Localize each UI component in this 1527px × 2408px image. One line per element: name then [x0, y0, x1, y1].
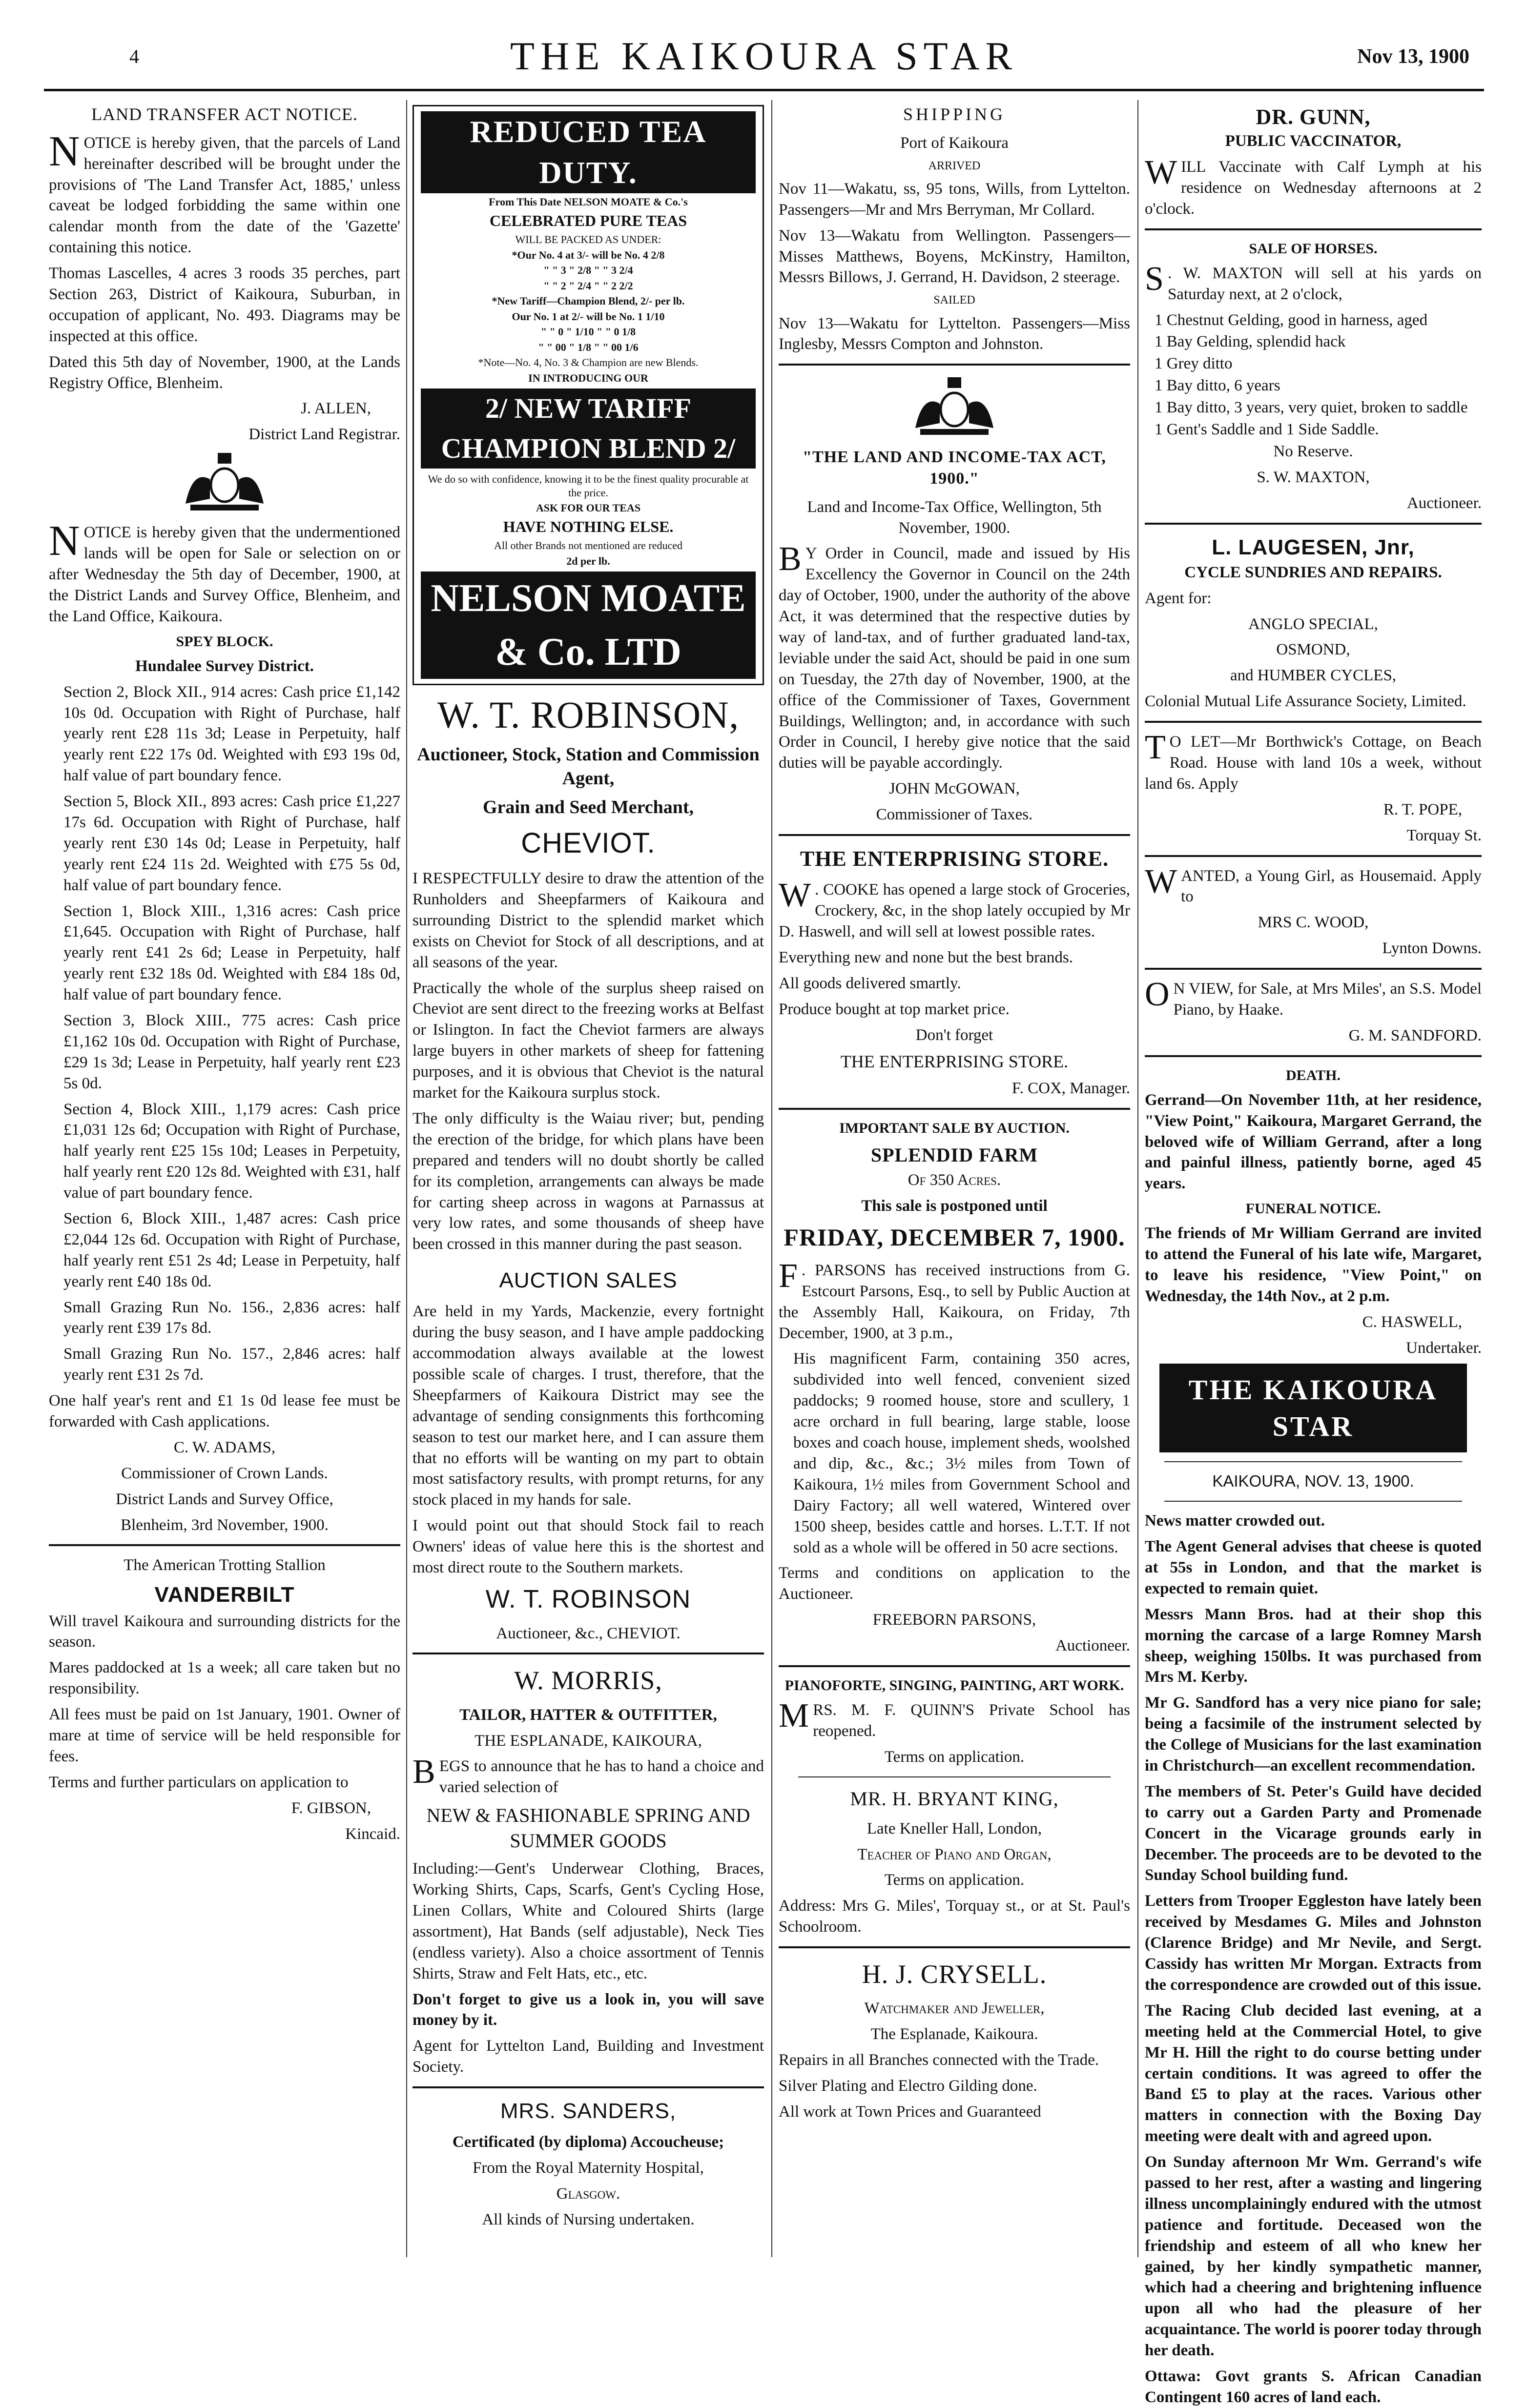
tea-price-line: *New Tariff—Champion Blend, 2/- per lb. — [492, 295, 685, 307]
star-banner: THE KAIKOURA STAR — [1159, 1364, 1467, 1453]
horses-heading: SALE OF HORSES. — [1249, 240, 1378, 257]
gunn-name: DR. GUNN, — [1256, 105, 1371, 129]
enterprising-p5: Don't forget — [915, 1026, 993, 1044]
view-sign: G. M. SANDFORD. — [1348, 1026, 1482, 1044]
divider — [779, 1108, 1130, 1110]
news-item: Mr G. Sandford has a very nice piano for sale; being a facsimile of the instrument selected by the College of Musicians for the last examination in Christchurch—an excellent recommendation. — [1145, 1694, 1482, 1775]
column-2 — [413, 100, 764, 2257]
enterprising-name: THE ENTERPRISING STORE. — [840, 1052, 1069, 1072]
sale-postponed: This sale is postponed until — [861, 1197, 1048, 1215]
sanders-line2: From the Royal Maternity Hospital, — [473, 2159, 704, 2177]
tolet-sign: R. T. POPE, — [1383, 800, 1462, 818]
auction-p2: I would point out that should Stock fail to reach Owners' ideas of value here this is the shortest and most direct route to the Southern markets. — [413, 1517, 764, 1577]
tea-perlb: 2d per lb. — [566, 554, 610, 567]
tea-price-line: *Our No. 4 at 3/- will be No. 4 2/8 — [512, 248, 665, 261]
stallion-p3: All fees must be paid on 1st January, 1901. Owner of mare at time of service will be held responsible for fees. — [49, 1706, 400, 1765]
auction-sign2: Auctioneer, &c., CHEVIOT. — [496, 1624, 681, 1642]
robinson-name: W. T. ROBINSON, — [437, 694, 740, 736]
morris-name: W. MORRIS, — [514, 1666, 662, 1695]
shipping-sailed: SAILED — [933, 294, 975, 307]
divider — [413, 1653, 764, 1654]
enterprising-p2: Everything new and none but the best brands. — [779, 948, 1073, 966]
royal-coat-of-arms-icon — [176, 450, 273, 518]
tolet-body: T O LET—Mr Borthwick's Cottage, on Beach Road. House with land 10s a week, without land 6s. Apply — [1145, 729, 1482, 793]
king-line1: Late Kneller Hall, London, — [867, 1819, 1042, 1837]
list-item: 1 Gent's Saddle and 1 Side Saddle. — [1155, 420, 1379, 438]
tea-will: WILL BE PACKED AS UNDER: — [515, 233, 661, 246]
robinson-line1: Auctioneer, Stock, Station and Commission Agent, — [417, 744, 760, 789]
star-dateline: KAIKOURA, NOV. 13, 1900. — [1212, 1472, 1414, 1490]
list-item: 1 Bay ditto, 6 years — [1155, 377, 1280, 395]
news-item: Letters from Trooper Eggleston have lately been received by Mesdames G. Miles and Johnston (Clarence Bridge) and Mr Nevile, and Sergt. Cassidy has written Mr Morgan. Extracts from the correspondence are crowded out of this issue. — [1145, 1892, 1482, 1994]
news-item: The members of St. Peter's Guild have decided to carry out a Garden Party and Promenade Concert in the Vicarage grounds early in December. The proceeds are to be devoted to the Sunday School building fund. — [1145, 1782, 1482, 1884]
spey-section: Section 5, Block XII., 893 acres: Cash price £1,227 17s 6d. Occupation with Right of Purchase, half yearly rent £30 14s 0d; Lease in Perpetuity, half yearly rent £24 11s 2d. Weighted with £75 5s 0d, half value of part boundary fence. — [63, 793, 400, 894]
spey-subheading: Hundalee Survey District. — [135, 657, 314, 675]
sanders-line1: Certificated (by diploma) Accoucheuse; — [452, 2133, 724, 2151]
sale-p3: Terms and conditions on application to the Auctioneer. — [779, 1564, 1130, 1603]
laugesen-brand: ANGLO SPECIAL, — [1248, 615, 1378, 633]
news-item: Messrs Mann Bros. had at their shop this morning the carcase of a large Romney Marsh sheep, weighing 150lbs. It was purchased from Mrs M. Kerby. — [1145, 1605, 1482, 1686]
spey-section: Small Grazing Run No. 156., 2,836 acres: half yearly rent £39 17s 8d. — [63, 1298, 400, 1337]
shipping-arrived: ARRIVED — [928, 159, 981, 172]
list-item: 1 Bay Gelding, splendid hack — [1155, 333, 1346, 351]
divider — [49, 1544, 400, 1546]
wanted-sign: MRS C. WOOD, — [1258, 914, 1369, 932]
view-body: O N VIEW, for Sale, at Mrs Miles', an S.S. Model Piano, by Haake. — [1145, 976, 1482, 1019]
spey-heading: SPEY BLOCK. — [176, 633, 273, 650]
shipping-arrival: Nov 11—Wakatu, ss, 95 tons, Wills, from Lyttelton. Passengers—Mr and Mrs Berryman, Mr Collard. — [779, 180, 1130, 219]
divider — [1145, 968, 1482, 970]
spey-sign4: Blenheim, 3rd November, 1900. — [121, 1516, 329, 1534]
stallion-sign2: Kincaid. — [345, 1825, 400, 1843]
funeral-heading: FUNERAL NOTICE. — [1245, 1201, 1381, 1217]
morris-goods: NEW & FASHIONABLE SPRING AND SUMMER GOODS — [426, 1804, 750, 1852]
land-notice-sign2: District Land Registrar. — [248, 426, 400, 444]
sanders-line4: All kinds of Nursing undertaken. — [482, 2210, 695, 2228]
land-notice-body: NOTICE is hereby given, that the parcels of Land hereinafter described will be brought under the provisions of 'The Land Transfer Act, 1885,' unless caveat be lodged forbidding the same within one calendar month from the date of the 'Gazette' containing this notice. — [49, 127, 400, 257]
tax-office: Land and Income-Tax Office, Wellington, 5th November, 1900. — [807, 498, 1102, 537]
piano-p1: MRS. M. F. QUINN'S Private School has reopened. — [779, 1696, 1130, 1740]
robinson-p3: The only difficulty is the Waiau river; but, pending the erection of the bridge, for which plans have been prepared and tenders will no doubt shortly be called for its completion, arrangements can always be made for carting sheep across in wagons at Parnassus at very low rates, and some thousands of sheep have been crossed in this manner during the past season. — [413, 1109, 764, 1253]
column-1 — [49, 100, 400, 2257]
sale-sign: FREEBORN PARSONS, — [872, 1611, 1036, 1629]
masthead — [44, 29, 1484, 88]
morris-address: THE ESPLANADE, KAIKOURA, — [475, 1732, 702, 1750]
stallion-intro: The American Trotting Stallion — [124, 1556, 326, 1574]
spey-sign: C. W. ADAMS, — [173, 1438, 276, 1456]
shipping-arrival: Nov 13—Wakatu from Wellington. Passengers—Misses Matthews, Boyens, McKinstry, Hamilton, Messrs Billows, J. Gerrand, H. Davidson, 2 steerage. — [779, 226, 1130, 286]
tax-sign: JOHN McGOWAN, — [889, 780, 1020, 798]
tea-note: *Note—No. 4, No. 3 & Champion are new Blends. — [478, 356, 699, 369]
divider — [1164, 1501, 1462, 1502]
divider — [1145, 1055, 1482, 1057]
horses-sign2: Auctioneer. — [1406, 494, 1482, 512]
divider — [779, 1946, 1130, 1948]
laugesen-agent: Agent for: — [1145, 589, 1212, 607]
newspaper-title: THE KAIKOURA STAR — [510, 34, 1018, 78]
sanders-name: MRS. SANDERS, — [500, 2099, 677, 2123]
tea-price-line: " " 3 " 2/8 " " 3 2/4 — [543, 264, 633, 277]
tolet-sign2: Torquay St. — [1406, 826, 1482, 844]
spey-intro: NOTICE is hereby given that the undermentioned lands will be open for Sale or selection on or after Wednesday the 5th day of December, 1900, at the District Lands and Survey Office, Blenheim, and the Land Office, Kaikoura. — [49, 517, 400, 625]
divider — [1145, 523, 1482, 525]
tea-subtitle: CELEBRATED PURE TEAS — [489, 211, 687, 229]
wanted-body: WANTED, a Young Girl, as Housemaid. Apply to — [1145, 862, 1482, 906]
shipping-sailing: Nov 13—Wakatu for Lyttelton. Passengers—Miss Inglesby, Messrs Compton and Johnston. — [779, 314, 1130, 353]
list-item: 1 Grey ditto — [1155, 355, 1233, 373]
stallion-body: Will travel Kaikoura and surrounding districts for the season. — [49, 1612, 400, 1651]
divider — [779, 364, 1130, 366]
gunn-body: WILL Vaccinate with Calf Lymph at his residence on Wednesday afternoons at 2 o'clock. — [1145, 154, 1482, 218]
news-item: Ottawa: Govt grants S. African Canadian Contingent 160 acres of land each. — [1145, 2367, 1482, 2406]
divider — [779, 1665, 1130, 1667]
morris-trade: TAILOR, HATTER & OUTFITTER, — [459, 1706, 717, 1724]
king-line2: Teacher of Piano and Organ, — [857, 1845, 1052, 1863]
tea-headline: REDUCED TEA DUTY. — [421, 111, 756, 193]
spey-section: Section 4, Block XIII., 1,179 acres: Cash price £1,031 12s 6d; Occupation with Right of Purchase, half yearly rent £25 15s 10d; Leases in Perpetuity, half yearly rent £20 12s 8d. Weighted with £31, half value of part boundary fence. — [63, 1100, 400, 1202]
spey-sign3: District Lands and Survey Office, — [116, 1490, 333, 1508]
stallion-p2: Mares paddocked at 1s a week; all care taken but no responsibility. — [49, 1659, 400, 1698]
spey-section: Section 3, Block XIII., 775 acres: Cash price £1,162 10s 0d. Occupation with Right of Purchase, £29 1s 3d; Lease in Perpetuity, half yearly rent £23 5s 0d. — [63, 1011, 400, 1092]
king-line4: Address: Mrs G. Miles', Torquay st., or at St. Paul's Schoolroom. — [779, 1897, 1130, 1936]
morris-p2: Including:—Gent's Underwear Clothing, Braces, Working Shirts, Caps, Scarfs, Gent's Cycling Hose, Linen Collars, White and Coloured Shirts (large assortment), Hat Bands (self adjustable), Neck Ties (endless variety). Also a choice assortment of Tennis Shirts, Straw and Felt Hats, etc., etc. — [413, 1860, 764, 1982]
tea-advertisement — [413, 105, 764, 685]
enterprising-p4: Produce bought at top market price. — [779, 1000, 1010, 1018]
tea-price-line: " " 2 " 2/4 " " 2 2/2 — [543, 279, 633, 292]
news-item: On Sunday afternoon Mr Wm. Gerrand's wife passed to her rest, after a wasting and lingering illness uncomplainingly endured with the utmost patience and fortitude. Deceased won the friendship and esteem of all who knew her gained, by her kindly sympathetic manner, which had a cheering and brightening influence upon all who had the pleasure of her acquaintance. The world is poorer today through her death. — [1145, 2153, 1482, 2360]
enterprising-p1: W . COOKE has opened a large stock of Groceries, Crockery, &c, in the shop lately occupied by Mr D. Haswell, and will sell at lowest possible rates. — [779, 877, 1130, 940]
sale-p2: His magnificent Farm, containing 350 acres, subdivided into well fenced, convenient sized paddocks; 9 roomed house, store and scullery, 1 acre orchard in full bearing, large stable, loose boxes and coach house, implement sheds, woolshed and dip, &c., &c.; 3½ miles from Town of Kaikoura, 1½ miles from Government School and Dairy Factory; all well watered, Wintered over 1500 sheep, besides cattle and horses. L.T.T. If not sold as a whole will be offered in 50 acre sections. — [793, 1350, 1130, 1556]
tea-ask: ASK FOR OUR TEAS — [536, 502, 641, 514]
land-notice-p3: Dated this 5th day of November, 1900, at the Lands Registry Office, Blenheim. — [49, 353, 400, 392]
funeral-sign: C. HASWELL, — [1362, 1313, 1462, 1331]
wanted-sign2: Lynton Downs. — [1382, 939, 1482, 958]
stallion-name: VANDERBILT — [154, 1583, 295, 1607]
tea-other: All other Brands not mentioned are reduced — [494, 539, 683, 552]
laugesen-insurance: Colonial Mutual Life Assurance Society, Limited. — [1145, 693, 1466, 711]
horses-reserve: No Reserve. — [1273, 442, 1353, 460]
death-body: Gerrand—On November 11th, at her residence, "View Point," Kaikoura, Margaret Gerrand, the beloved wife of William Gerrand, after a long and painful illness, patiently borne, aged 45 years. — [1145, 1091, 1482, 1193]
land-notice-heading: LAND TRANSFER ACT NOTICE. — [91, 104, 358, 124]
crysell-p3: All work at Town Prices and Guaranteed — [779, 2102, 1041, 2121]
robinson-place: CHEVIOT. — [521, 827, 656, 859]
column-4 — [1145, 100, 1482, 2406]
tea-intro: IN INTRODUCING OUR — [528, 371, 648, 384]
tea-have: HAVE NOTHING ELSE. — [503, 517, 674, 535]
tax-sign2: Commissioner of Taxes. — [876, 806, 1033, 824]
tax-heading: "THE LAND AND INCOME-TAX ACT, 1900." — [803, 448, 1106, 488]
news-item: The Racing Club decided last evening, at a meeting held at the Commercial Hotel, to give Mr H. Hill the right to do course betting under certain conditions. It was agreed to offer the Band £5 to play at the races. Various other matters in connection with the Boxing Day meeting were dealt with and agreed upon. — [1145, 2001, 1482, 2145]
tax-body: B Y Order in Council, made and issued by His Excellency the Governor in Council on the 24th day of October, 1900, under the authority of the above Act, it was determined that the respective duties by way of land-tax, and of further graduated land-tax, leviable under the said Act, should be paid in one sum on Tuesday, the 27th day of November, 1900, at the office of the Commissioner of Taxes, Government Buildings, Wellington; and, in accordance with such Order in Council, I hereby give notice that the said duties will be payable accordingly. — [779, 540, 1130, 772]
enterprising-p3: All goods delivered smartly. — [779, 974, 961, 992]
crysell-name: H. J. CRYSELL. — [862, 1959, 1047, 1989]
shipping-heading: SHIPPING — [903, 104, 1006, 124]
crysell-line2: The Esplanade, Kaikoura. — [870, 2025, 1038, 2043]
news-item: News matter crowded out. — [1145, 1512, 1325, 1530]
sale-date: FRIDAY, DECEMBER 7, 1900. — [784, 1223, 1125, 1251]
royal-coat-of-arms-icon — [906, 374, 1003, 443]
tea-price-line: " " 0 " 1/10 " " 0 1/8 — [540, 326, 636, 338]
horses-list — [1145, 310, 1482, 440]
auction-sign: W. T. ROBINSON — [485, 1585, 691, 1613]
laugesen-brand: OSMOND, — [1276, 641, 1350, 659]
horses-intro: S . W. MAXTON will sell at his yards on Saturday next, at 2 o'clock, — [1145, 260, 1482, 303]
horses-sign: S. W. MAXTON, — [1257, 468, 1370, 486]
divider — [1164, 1461, 1462, 1462]
robinson-p2: Practically the whole of the surplus sheep raised on Cheviot are sent direct to the freezing works at Belfast or Islington. In fact the Cheviot farmers are always large buyers in other markets of sheep for fattening purposes, and it is obvious that Cheviot is the natural market for the Kaikoura surplus stock. — [413, 979, 764, 1102]
piano-p2: Terms on application. — [884, 1748, 1025, 1766]
column-divider — [1137, 100, 1138, 2257]
spey-section: Section 1, Block XIII., 1,316 acres: Cash price £1,645. Occupation with Right of Purchase, half yearly rent £41 2s 6d; Lease in Perpetuity, half yearly rent £32 18s 0d. Weighted with £84 18s 0d, half value of part boundary fence. — [63, 902, 400, 1004]
robinson-p1: I RESPECTFULLY desire to draw the attention of the Runholders and Sheepfarmers of Kaikoura and surrounding District to the splendid market which exists on Cheviot for Stock of all descriptions, and at all seasons of the year. — [413, 870, 764, 971]
crysell-p2: Silver Plating and Electro Gilding done. — [779, 2077, 1037, 2095]
tea-confidence: We do so with confidence, knowing it to be the finest quality procurable at the price. — [428, 473, 749, 499]
tea-from: From This Date NELSON MOATE & Co.'s — [489, 196, 688, 208]
tea-price-line: Our No. 1 at 2/- will be No. 1 1/10 — [512, 310, 665, 323]
list-item: 1 Chestnut Gelding, good in harness, aged — [1155, 311, 1428, 329]
gunn-title: PUBLIC VACCINATOR, — [1225, 132, 1402, 150]
enterprising-sign: F. COX, Manager. — [1011, 1080, 1130, 1098]
crysell-p1: Repairs in all Branches connected with the Trade. — [779, 2051, 1099, 2069]
piano-heading: PIANOFORTE, SINGING, PAINTING, ART WORK. — [784, 1677, 1124, 1694]
page-number: 4 — [129, 45, 139, 67]
funeral-body: The friends of Mr William Gerrand are invited to attend the Funeral of his late wife, Margaret, to leave his residence, "View Point," on Wednesday, the 14th Nov., at 2 p.m. — [1145, 1224, 1482, 1305]
sale-farm: SPLENDID FARM — [870, 1144, 1038, 1166]
land-notice-sign: J. ALLEN, — [301, 400, 371, 418]
list-item: 1 Bay ditto, 3 years, very quiet, broken to saddle — [1155, 399, 1468, 417]
sale-p1: F . PARSONS has received instructions from G. Estcourt Parsons, Esq., to sell by Public Auction at the Assembly Hall, Kaikoura, on Friday, 7th December, 1900, at 3 p.m., — [779, 1257, 1130, 1342]
spey-section: Section 2, Block XII., 914 acres: Cash price £1,142 10s 0d. Occupation with Right of Purchase, half yearly rent £28 11s 3d; Lease in Perpetuity, half yearly rent £22 17s 0d. Weighted with £93 19s 0d, half value of part boundary fence. — [63, 683, 400, 785]
divider — [779, 834, 1130, 836]
masthead-rule — [44, 89, 1484, 91]
news-item: The Agent General advises that cheese is quoted at 55s in London, and that the market is expected to remain quiet. — [1145, 1538, 1482, 1597]
sale-heading: IMPORTANT SALE BY AUCTION. — [839, 1120, 1070, 1137]
stallion-sign: F. GIBSON, — [291, 1799, 371, 1817]
sale-acres: Of 350 Acres. — [908, 1171, 1001, 1189]
laugesen-brand: and HUMBER CYCLES, — [1230, 667, 1397, 685]
crysell-line1: Watchmaker and Jeweller, — [864, 2000, 1045, 2018]
king-line3: Terms on application. — [884, 1871, 1025, 1889]
divider — [1145, 228, 1482, 230]
auction-p1: Are held in my Yards, Mackenzie, every fortnight during the busy season, and I have ample paddocking accommodation always available at the lowest possible scale of charges. I trust, therefore, that the Sheepfarmers of Kaikoura District may see the advantage of sending consignments this forthcoming season to test our market here, and I can assure them that no efforts will be wanting on my part to obtain most satisfactory results, with prompt returns, for any stock placed in my hands for sale. — [413, 1303, 764, 1509]
king-name: MR. H. BRYANT KING, — [850, 1787, 1059, 1810]
divider — [413, 2086, 764, 2088]
morris-p3: Don't forget to give us a look in, you will save money by it. — [413, 1990, 764, 2029]
spey-section: Section 6, Block XIII., 1,487 acres: Cash price £2,044 12s 6d. Occupation with Right of Purchase, half yearly rent £51 2s 4d; Lease in Perpetuity, half yearly rent £40 18s 0d. — [63, 1209, 400, 1290]
laugesen-trade: CYCLE SUNDRIES AND REPAIRS. — [1184, 563, 1442, 581]
tea-footer-logo: NELSON MOATE & Co. LTD — [421, 571, 756, 679]
enterprising-heading: THE ENTERPRISING STORE. — [800, 847, 1109, 871]
divider — [1145, 855, 1482, 857]
spey-fee-note: One half year's rent and £1 1s 0d lease fee must be forwarded with Cash applications. — [49, 1392, 400, 1430]
spey-sign2: Commissioner of Crown Lands. — [121, 1464, 328, 1482]
robinson-line2: Grain and Seed Merchant, — [482, 797, 694, 818]
sanders-line3: Glasgow. — [556, 2185, 620, 2203]
column-divider — [771, 100, 772, 2257]
divider — [1145, 721, 1482, 723]
shipping-port: Port of Kaikoura — [900, 134, 1009, 152]
funeral-sign2: Undertaker. — [1406, 1339, 1482, 1357]
stallion-p4: Terms and further particulars on application to — [49, 1773, 349, 1791]
morris-p1: BEGS to announce that he has to hand a choice and varied selection of — [413, 1753, 764, 1796]
laugesen-name: L. LAUGESEN, Jnr, — [1212, 535, 1415, 559]
sale-sign2: Auctioneer. — [1055, 1637, 1130, 1655]
issue-date: Nov 13, 1900 — [1357, 45, 1469, 68]
land-notice-p2: Thomas Lascelles, 4 acres 3 roods 35 perches, part Section 263, District of Kaikoura, Suburban, in occupation of applicant, No. 493. Diagrams may be inspected at this office. — [49, 265, 400, 345]
tea-price-line: " " 00 " 1/8 " " 00 1/6 — [538, 341, 639, 353]
spey-section: Small Grazing Run No. 157., 2,846 acres: half yearly rent £31 2s 7d. — [63, 1345, 400, 1384]
divider — [798, 1776, 1111, 1777]
column-divider — [406, 100, 407, 2257]
death-heading: DEATH. — [1286, 1067, 1341, 1083]
morris-p4: Agent for Lyttelton Land, Building and Investment Society. — [413, 2037, 764, 2076]
tea-banner: 2/ NEW TARIFF CHAMPION BLEND 2/ — [421, 388, 756, 469]
column-3 — [779, 100, 1130, 2257]
auction-heading: AUCTION SALES — [499, 1268, 678, 1293]
